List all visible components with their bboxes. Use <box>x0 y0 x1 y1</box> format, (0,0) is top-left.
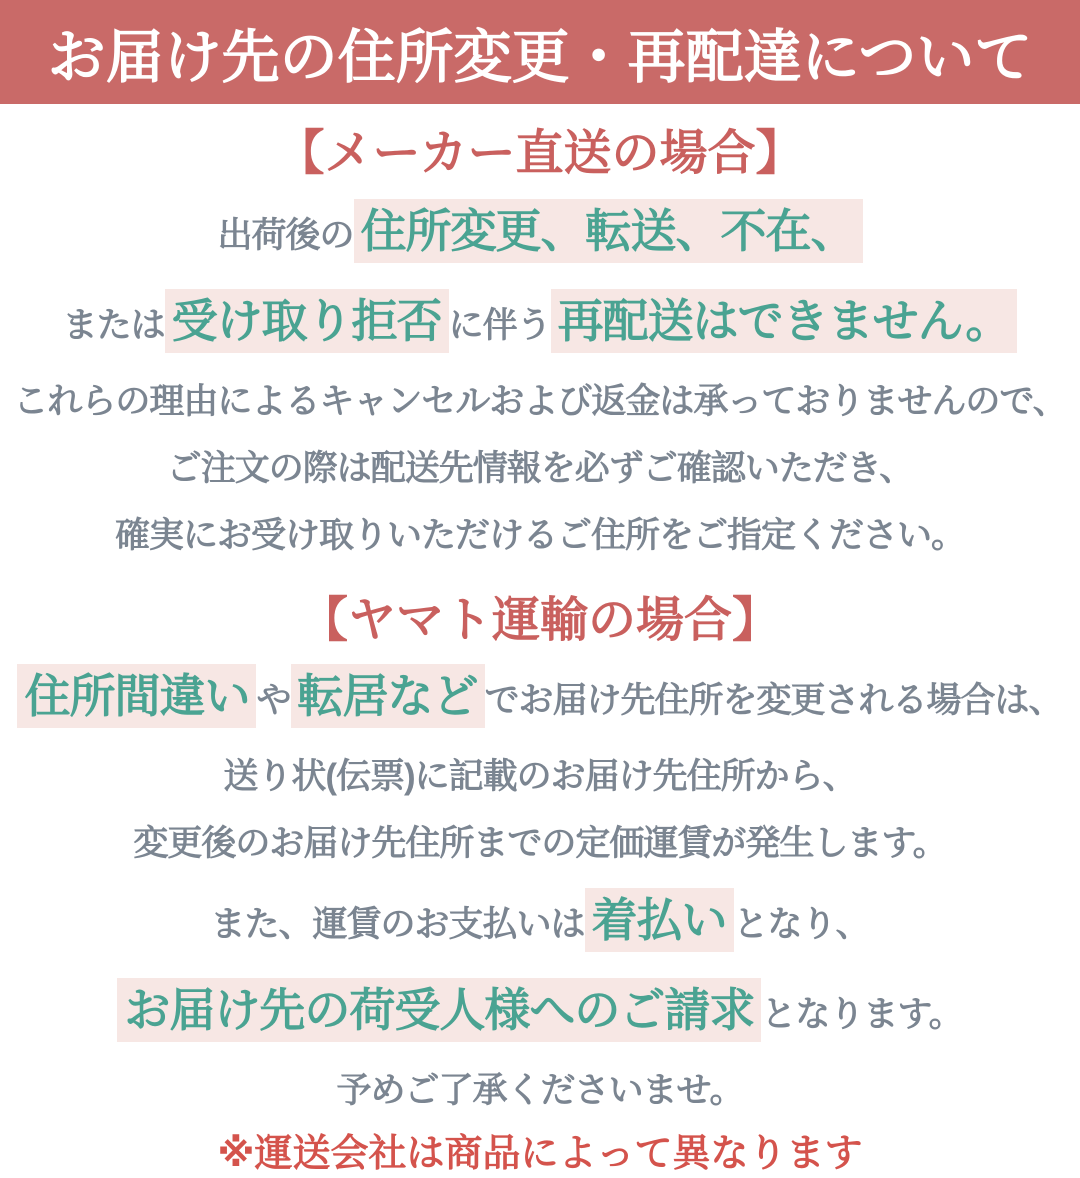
text-segment: となり、 <box>733 905 870 944</box>
text-segment: や <box>256 681 291 720</box>
highlighted-text-segment: 転居など <box>291 664 485 728</box>
text-segment: 予めご了承くださいませ。 <box>336 1071 744 1110</box>
banner <box>0 0 1080 104</box>
highlighted-text-segment: 再配送はできません。 <box>551 289 1018 353</box>
text-line <box>0 380 1080 431</box>
text-segment: 送り状(伝票)に記載のお届け先住所から、 <box>223 757 857 796</box>
page-title: お届け先の住所変更・再配達について <box>47 25 1033 90</box>
text-segment: 出荷後の <box>217 216 354 255</box>
text-line <box>0 889 1080 963</box>
text-segment: ご注文の際は配送先情報を必ずご確認いただき、 <box>166 449 914 488</box>
section-heading-maker-direct: 【メーカー直送の場合】 <box>276 127 804 180</box>
highlighted-text-segment: 住所間違い <box>17 664 256 728</box>
text-segment: となります。 <box>761 995 963 1034</box>
text-line <box>0 755 1080 806</box>
section-body-yamato <box>0 657 1080 1128</box>
text-line <box>0 200 1080 274</box>
highlighted-text-segment: 着払い <box>585 888 734 952</box>
text-line <box>0 822 1080 873</box>
highlighted-text-segment: お届け先の荷受人様へのご請求 <box>117 978 761 1042</box>
text-line <box>0 290 1080 364</box>
text-line <box>0 665 1080 739</box>
text-segment: 確実にお受け取りいただけるご住所をご指定ください。 <box>114 516 965 555</box>
text-line <box>0 1069 1080 1120</box>
footer-note: ※運送会社は商品によって異なります <box>217 1133 863 1175</box>
text-line <box>0 447 1080 498</box>
text-segment: また、運賃のお支払いは <box>210 905 585 944</box>
section-body-maker-direct <box>0 192 1080 573</box>
section-maker-direct <box>0 104 1080 573</box>
text-segment: 変更後のお届け先住所までの定価運賃が発生します。 <box>133 824 947 863</box>
text-segment: でお届け先住所を変更される場合は、 <box>484 681 1063 720</box>
section-heading-yamato: 【ヤマト運輸の場合】 <box>299 594 780 647</box>
text-segment: これらの理由によるキャンセルおよび返金は承っておりませんので、 <box>13 382 1067 421</box>
text-line <box>0 979 1080 1053</box>
highlighted-text-segment: 受け取り拒否 <box>165 289 449 353</box>
highlighted-text-segment: 住所変更、転送、不在、 <box>354 199 863 263</box>
text-segment: に伴う <box>448 306 551 345</box>
section-yamato <box>0 573 1080 1128</box>
text-line <box>0 514 1080 565</box>
text-segment: または <box>62 306 165 345</box>
